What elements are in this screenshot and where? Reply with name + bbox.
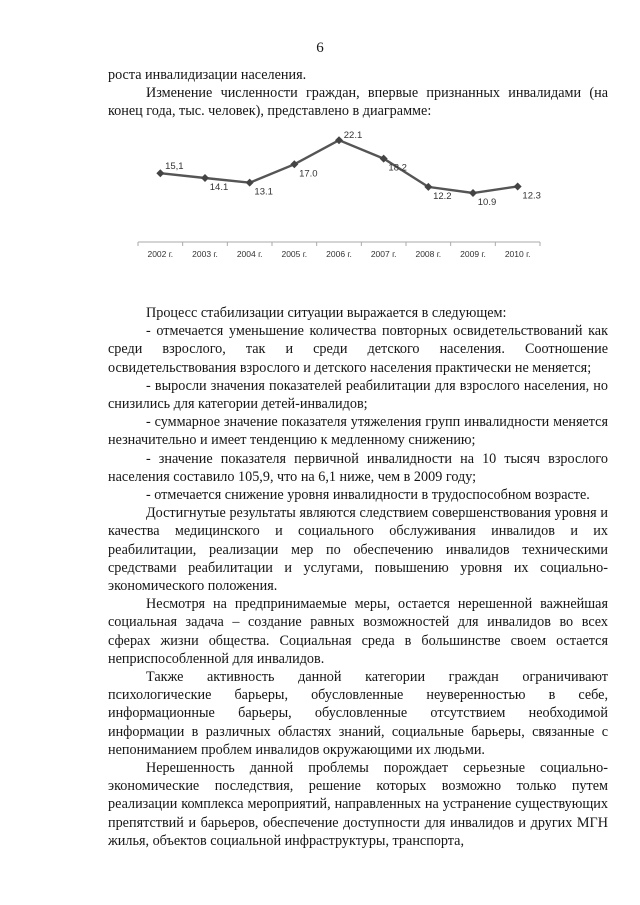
x-tick-label: 2005 г. — [281, 249, 308, 259]
intro-line: роста инвалидизации населения. — [108, 67, 307, 83]
x-tick-label: 2004 г. — [236, 249, 263, 259]
x-tick-label: 2008 г. — [415, 249, 442, 259]
data-label: 13.1 — [254, 186, 273, 198]
data-label: 14.1 — [209, 181, 229, 193]
data-label: 17.0 — [299, 168, 318, 180]
paragraph: Также активность данной категории граждан ограничивают психологические барьеры, обусловленные неуверенностью в себе, информационные барьеры, обусловленные отсутствием необходимой информации в различных областях знаний, социальные барьеры, связанные с непониманием проблем инвалидов окружающими их людьми. — [108, 669, 608, 758]
bullet-item: - отмечается уменьшение количества повторных освидетельствований как среди взрослого, так и среди детского населения. Соотношение освидетельствования взрослого и детского населения практически не меняется; — [108, 323, 608, 376]
page-number: 6 — [316, 40, 324, 56]
data-label: 10.9 — [477, 197, 497, 209]
intro-text — [108, 66, 608, 121]
x-tick-label: 2006 г. — [326, 249, 352, 259]
paragraph: Процесс стабилизации ситуации выражается в следующем: — [146, 305, 507, 321]
data-point-marker — [201, 174, 209, 182]
x-tick-label: 2010 г. — [504, 249, 531, 259]
x-tick-label: 2007 г. — [370, 249, 397, 259]
data-point-marker — [156, 169, 164, 177]
line-chart — [130, 126, 550, 271]
data-label: 12.2 — [433, 190, 452, 202]
paragraph: Несмотря на предпринимаемые меры, остается нерешенной важнейшая социальная задача – создание равных возможностей для инвалидов во всех сферах жизни общества. Социальная среда в большинстве своем остается неприспособленной для инвалидов. — [108, 596, 608, 667]
x-tick-label: 2002 г. — [147, 249, 174, 259]
data-label: 12.3 — [522, 190, 541, 202]
bullet-item: - отмечается снижение уровня инвалидности в трудоспособном возрасте. — [146, 487, 590, 504]
data-label: 22.1 — [343, 130, 363, 142]
body-text — [108, 304, 608, 850]
bullet-item: - выросли значения показателей реабилитации для взрослого населения, но снизились для категории детей-инвалидов; — [108, 377, 608, 413]
bullet-item: - значение показателя первичной инвалидности на 10 тысяч взрослого населения составило 105,9, что на 6,1 ниже, чем в 2009 году; — [108, 450, 608, 485]
data-point-marker — [246, 179, 254, 187]
data-point-marker — [469, 189, 477, 197]
paragraph: Нерешенность данной проблемы порождает серьезные социально-экономические последствия, решение которых возможно только путем реализации комплекса мероприятий, направленных на устранение существующих препятствий и барьеров, обеспечение доступности для инвалидов и других МГН жилья, объектов социальной инфраструктуры, транспорта, — [108, 760, 608, 849]
data-label: 15,1 — [165, 161, 184, 173]
data-point-marker — [514, 182, 522, 190]
bullet-item: - суммарное значение показателя утяжеления групп инвалидности меняется незначительно и имеет тенденцию к медленному снижению; — [108, 414, 608, 449]
data-label: 18.2 — [388, 162, 407, 174]
x-tick-label: 2009 г. — [460, 249, 486, 259]
chart-intro-paragraph: Изменение численности граждан, впервые признанных инвалидами (на конец года, тыс. человек), представлено в диаграмме: — [108, 85, 608, 120]
x-tick-label: 2003 г. — [192, 249, 218, 259]
paragraph: Достигнутые результаты являются следствием совершенствования уровня и качества медицинского и социального обслуживания инвалидов и их реабилитации, реализации мер по обеспечению инвалидов техническими средствами реабилитации и услугами, повышению уровня их социально-экономического положения. — [108, 505, 608, 595]
